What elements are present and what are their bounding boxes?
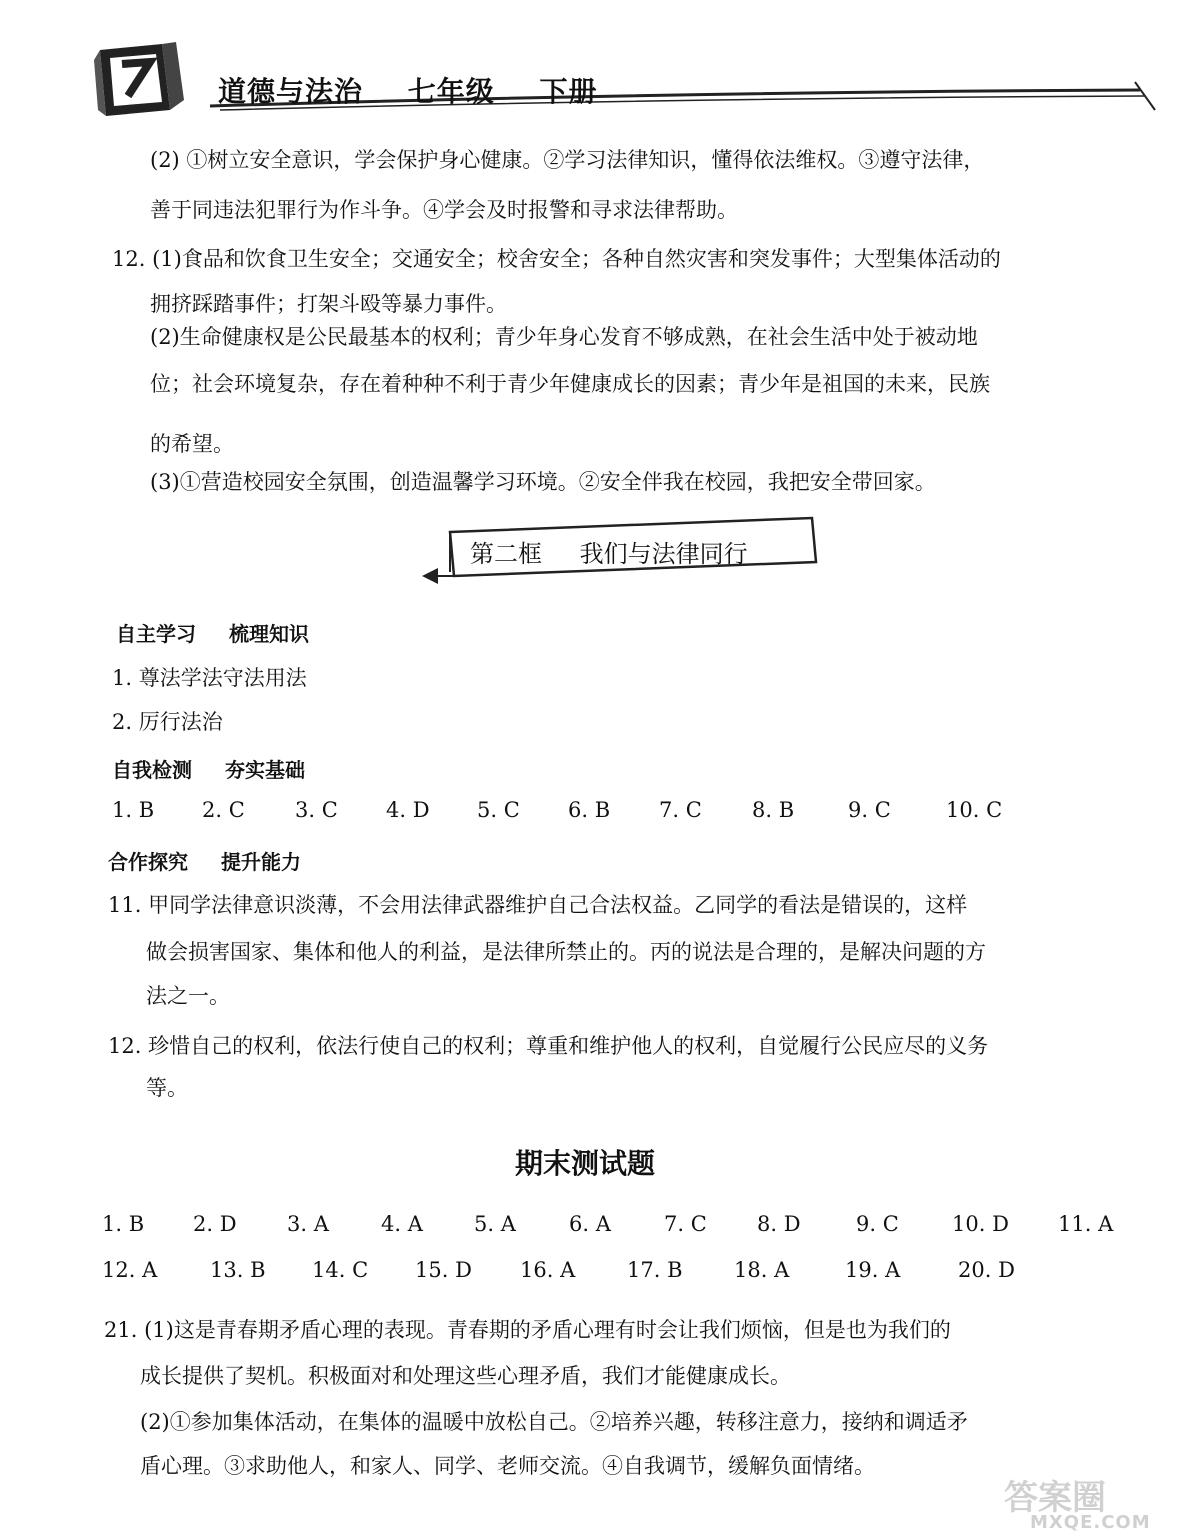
answer-item: 5. A bbox=[474, 1212, 516, 1236]
final-answers-row1 bbox=[0, 1212, 1180, 1242]
explore-line: 做会损害国家、集体和他人的利益，是法律所禁止的。丙的说法是合理的，是解决问题的方 bbox=[146, 940, 986, 964]
answer-item: 1. B bbox=[112, 798, 155, 822]
answer-item: 8. B bbox=[752, 798, 795, 822]
book-subject: 道德与法治 bbox=[218, 75, 364, 108]
study-heading-a: 自主学习 bbox=[116, 622, 196, 646]
explore-heading-a: 合作探究 bbox=[108, 850, 188, 874]
study-heading bbox=[116, 618, 335, 647]
answer-line: 善于同违法犯罪行为作斗争。④学会及时报警和寻求法律帮助。 bbox=[150, 198, 738, 222]
answer-item: 9. C bbox=[848, 798, 891, 822]
answer-item: 17. B bbox=[627, 1258, 683, 1282]
page-header bbox=[0, 0, 1180, 140]
section-frame-title bbox=[470, 534, 778, 569]
answer-item: 6. A bbox=[569, 1212, 611, 1236]
answer-item: 16. A bbox=[520, 1258, 576, 1282]
study-item-1: 1. 尊法学法守法用法 bbox=[112, 666, 307, 690]
explore-heading bbox=[108, 846, 327, 875]
selftest-answers bbox=[0, 798, 1180, 828]
answer-item: 3. A bbox=[287, 1212, 329, 1236]
answer-item: 4. D bbox=[386, 798, 430, 822]
explore-line: 12. 珍惜自己的权利，依法行使自己的权利；尊重和维护他人的权利，自觉履行公民应尽的义务 bbox=[108, 1034, 989, 1058]
book-logo-icon bbox=[92, 40, 192, 120]
selftest-heading bbox=[112, 754, 331, 783]
answer-item: 3. C bbox=[295, 798, 338, 822]
answer-item: 7. C bbox=[664, 1212, 707, 1236]
explore-heading-b: 提升能力 bbox=[220, 850, 301, 874]
final-line: 成长提供了契机。积极面对和处理这些心理矛盾，我们才能健康成长。 bbox=[140, 1364, 791, 1388]
answer-item: 12. A bbox=[102, 1258, 158, 1282]
book-volume: 下册 bbox=[539, 75, 598, 108]
watermark bbox=[1000, 1470, 1175, 1536]
answer-line: 位；社会环境复杂，存在着种种不利于青少年健康成长的因素；青少年是祖国的未来，民族 bbox=[150, 372, 990, 396]
answer-item: 13. B bbox=[210, 1258, 266, 1282]
book-title bbox=[218, 70, 632, 110]
answer-item: 8. D bbox=[757, 1212, 801, 1236]
answer-item: 5. C bbox=[477, 798, 520, 822]
book-grade: 七年级 bbox=[407, 75, 495, 108]
answer-item: 2. C bbox=[202, 798, 245, 822]
section-frame-part1: 第二框 bbox=[470, 540, 542, 568]
answer-item: 10. D bbox=[952, 1212, 1009, 1236]
answer-item: 1. B bbox=[102, 1212, 145, 1236]
selftest-heading-b: 夯实基础 bbox=[224, 758, 305, 782]
answer-line: (3)①营造校园安全氛围，创造温馨学习环境。②安全伴我在校园，我把安全带回家。 bbox=[150, 470, 936, 494]
explore-line: 11. 甲同学法律意识淡薄，不会用法律武器维护自己合法权益。乙同学的看法是错误的，这样 bbox=[108, 893, 968, 917]
answer-item: 2. D bbox=[193, 1212, 237, 1236]
study-heading-b: 梳理知识 bbox=[228, 622, 309, 646]
answer-line: (2)生命健康权是公民最基本的权利；青少年身心发育不够成熟，在社会生活中处于被动地 bbox=[150, 325, 978, 349]
answer-item: 6. B bbox=[568, 798, 611, 822]
final-test-title: 期末测试题 bbox=[515, 1147, 656, 1180]
answer-item: 19. A bbox=[845, 1258, 901, 1282]
final-line: (2)①参加集体活动，在集体的温暖中放松自己。②培养兴趣，转移注意力，接纳和调适矛 bbox=[140, 1410, 968, 1434]
section-frame-part2: 我们与法律同行 bbox=[579, 540, 748, 568]
answer-item: 11. A bbox=[1058, 1212, 1114, 1236]
answer-line: 12. (1)食品和饮食卫生安全；交通安全；校舍安全；各种自然灾害和突发事件；大型集体活动的 bbox=[112, 247, 1001, 271]
answer-line: 的希望。 bbox=[150, 432, 234, 456]
answer-line: (2) ①树立安全意识，学会保护身心健康。②学习法律知识，懂得依法维权。③遵守法律， bbox=[150, 148, 985, 172]
final-answers-row2 bbox=[0, 1258, 1180, 1288]
answer-item: 7. C bbox=[659, 798, 702, 822]
watermark-url: MXQE.COM bbox=[1030, 1512, 1151, 1533]
explore-line: 等。 bbox=[146, 1076, 188, 1100]
answer-item: 18. A bbox=[734, 1258, 790, 1282]
answer-item: 10. C bbox=[946, 798, 1003, 822]
answer-item: 14. C bbox=[312, 1258, 369, 1282]
explore-line: 法之一。 bbox=[146, 984, 230, 1008]
answer-item: 15. D bbox=[415, 1258, 472, 1282]
answer-item: 4. A bbox=[381, 1212, 423, 1236]
study-item-2: 2. 厉行法治 bbox=[112, 710, 223, 734]
answer-item: 9. C bbox=[856, 1212, 899, 1236]
watermark-text: 答案圈 bbox=[1004, 1478, 1106, 1518]
answer-line: 拥挤踩踏事件；打架斗殴等暴力事件。 bbox=[150, 292, 507, 316]
selftest-heading-a: 自我检测 bbox=[112, 758, 192, 782]
answer-item: 20. D bbox=[958, 1258, 1015, 1282]
final-line: 盾心理。③求助他人，和家人、同学、老师交流。④自我调节，缓解负面情绪。 bbox=[140, 1454, 875, 1478]
final-line: 21. (1)这是青春期矛盾心理的表现。青春期的矛盾心理有时会让我们烦恼，但是也为我们的 bbox=[104, 1318, 951, 1342]
